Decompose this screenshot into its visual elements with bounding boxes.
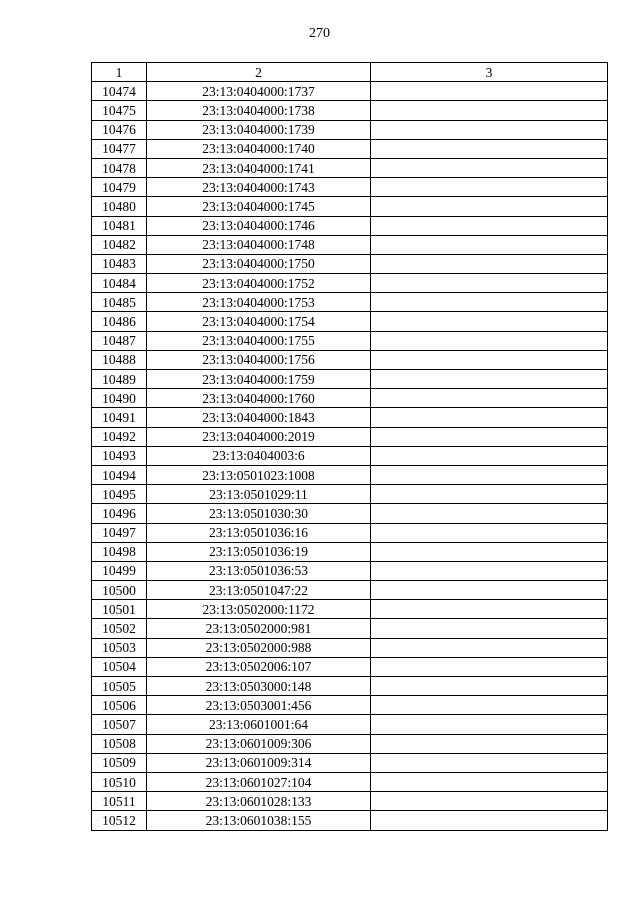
cadastral-number-cell: 23:13:0501023:1008	[147, 465, 371, 484]
row-number-cell: 10481	[92, 216, 147, 235]
row-number-cell: 10503	[92, 638, 147, 657]
note-cell	[371, 753, 608, 772]
header-cell-2: 2	[147, 63, 371, 82]
note-cell	[371, 600, 608, 619]
cadastral-number-cell: 23:13:0501036:19	[147, 542, 371, 561]
cadastral-number-cell: 23:13:0601001:64	[147, 715, 371, 734]
cadastral-number-cell: 23:13:0404000:1760	[147, 389, 371, 408]
cadastral-number-cell: 23:13:0404000:1740	[147, 139, 371, 158]
note-cell	[371, 446, 608, 465]
cadastral-number-cell: 23:13:0404000:1750	[147, 254, 371, 273]
cadastral-number-cell: 23:13:0502000:988	[147, 638, 371, 657]
table-row	[92, 696, 608, 715]
note-cell	[371, 101, 608, 120]
table-row	[92, 542, 608, 561]
row-number-cell: 10512	[92, 811, 147, 830]
note-cell	[371, 792, 608, 811]
table-row	[92, 158, 608, 177]
note-cell	[371, 772, 608, 791]
cadastral-number-cell: 23:13:0601038:155	[147, 811, 371, 830]
table-row	[92, 389, 608, 408]
row-number-cell: 10510	[92, 772, 147, 791]
note-cell	[371, 638, 608, 657]
row-number-cell: 10506	[92, 696, 147, 715]
cadastral-number-cell: 23:13:0601009:314	[147, 753, 371, 772]
cadastral-number-cell: 23:13:0404000:1748	[147, 235, 371, 254]
row-number-cell: 10500	[92, 581, 147, 600]
note-cell	[371, 120, 608, 139]
table-row	[92, 120, 608, 139]
cadastral-number-cell: 23:13:0501036:53	[147, 561, 371, 580]
note-cell	[371, 216, 608, 235]
note-cell	[371, 350, 608, 369]
table-row	[92, 504, 608, 523]
table-row	[92, 82, 608, 101]
table-row	[92, 331, 608, 350]
cadastral-number-cell: 23:13:0404000:1843	[147, 408, 371, 427]
row-number-cell: 10486	[92, 312, 147, 331]
header-row	[92, 63, 608, 82]
table-row	[92, 465, 608, 484]
table-row	[92, 408, 608, 427]
note-cell	[371, 331, 608, 350]
table-row	[92, 312, 608, 331]
note-cell	[371, 696, 608, 715]
row-number-cell: 10508	[92, 734, 147, 753]
row-number-cell: 10476	[92, 120, 147, 139]
table-row	[92, 772, 608, 791]
row-number-cell: 10511	[92, 792, 147, 811]
row-number-cell: 10507	[92, 715, 147, 734]
note-cell	[371, 139, 608, 158]
row-number-cell: 10479	[92, 178, 147, 197]
cadastral-number-cell: 23:13:0404000:2019	[147, 427, 371, 446]
note-cell	[371, 197, 608, 216]
cadastral-table	[91, 62, 608, 831]
cadastral-number-cell: 23:13:0404000:1756	[147, 350, 371, 369]
table-row	[92, 446, 608, 465]
table-row	[92, 734, 608, 753]
table-row	[92, 600, 608, 619]
row-number-cell: 10499	[92, 561, 147, 580]
cadastral-number-cell: 23:13:0404000:1743	[147, 178, 371, 197]
page-number: 270	[309, 26, 330, 41]
note-cell	[371, 312, 608, 331]
cadastral-number-cell: 23:13:0501047:22	[147, 581, 371, 600]
row-number-cell: 10494	[92, 465, 147, 484]
row-number-cell: 10495	[92, 485, 147, 504]
note-cell	[371, 677, 608, 696]
cadastral-number-cell: 23:13:0404000:1746	[147, 216, 371, 235]
note-cell	[371, 370, 608, 389]
note-cell	[371, 504, 608, 523]
cadastral-number-cell: 23:13:0501029:11	[147, 485, 371, 504]
cadastral-number-cell: 23:13:0502000:1172	[147, 600, 371, 619]
row-number-cell: 10492	[92, 427, 147, 446]
table-row	[92, 197, 608, 216]
row-number-cell: 10483	[92, 254, 147, 273]
table-row	[92, 638, 608, 657]
note-cell	[371, 82, 608, 101]
table-row	[92, 235, 608, 254]
note-cell	[371, 657, 608, 676]
cadastral-number-cell: 23:13:0501036:16	[147, 523, 371, 542]
table-row	[92, 293, 608, 312]
note-cell	[371, 542, 608, 561]
cadastral-number-cell: 23:13:0601009:306	[147, 734, 371, 753]
table-row	[92, 101, 608, 120]
cadastral-number-cell: 23:13:0404000:1752	[147, 274, 371, 293]
cadastral-number-cell: 23:13:0404000:1738	[147, 101, 371, 120]
cadastral-number-cell: 23:13:0501030:30	[147, 504, 371, 523]
cadastral-number-cell: 23:13:0503000:148	[147, 677, 371, 696]
cadastral-number-cell: 23:13:0404000:1755	[147, 331, 371, 350]
row-number-cell: 10480	[92, 197, 147, 216]
row-number-cell: 10502	[92, 619, 147, 638]
row-number-cell: 10493	[92, 446, 147, 465]
cadastral-number-cell: 23:13:0404003:6	[147, 446, 371, 465]
row-number-cell: 10488	[92, 350, 147, 369]
row-number-cell: 10474	[92, 82, 147, 101]
row-number-cell: 10489	[92, 370, 147, 389]
cadastral-number-cell: 23:13:0601028:133	[147, 792, 371, 811]
cadastral-number-cell: 23:13:0502006:107	[147, 657, 371, 676]
cadastral-number-cell: 23:13:0404000:1739	[147, 120, 371, 139]
note-cell	[371, 254, 608, 273]
table-row	[92, 715, 608, 734]
note-cell	[371, 619, 608, 638]
row-number-cell: 10496	[92, 504, 147, 523]
note-cell	[371, 274, 608, 293]
table-row	[92, 350, 608, 369]
table-row	[92, 619, 608, 638]
cadastral-number-cell: 23:13:0404000:1741	[147, 158, 371, 177]
row-number-cell: 10498	[92, 542, 147, 561]
header-cell-3: 3	[371, 63, 608, 82]
table-row	[92, 561, 608, 580]
note-cell	[371, 561, 608, 580]
table-row	[92, 792, 608, 811]
row-number-cell: 10484	[92, 274, 147, 293]
row-number-cell: 10487	[92, 331, 147, 350]
table-row	[92, 427, 608, 446]
cadastral-number-cell: 23:13:0601027:104	[147, 772, 371, 791]
note-cell	[371, 427, 608, 446]
table-row	[92, 274, 608, 293]
row-number-cell: 10485	[92, 293, 147, 312]
note-cell	[371, 734, 608, 753]
cadastral-number-cell: 23:13:0404000:1753	[147, 293, 371, 312]
note-cell	[371, 158, 608, 177]
table-row	[92, 178, 608, 197]
table-row	[92, 485, 608, 504]
table-row	[92, 811, 608, 830]
cadastral-number-cell: 23:13:0404000:1737	[147, 82, 371, 101]
note-cell	[371, 715, 608, 734]
row-number-cell: 10505	[92, 677, 147, 696]
note-cell	[371, 235, 608, 254]
cadastral-number-cell: 23:13:0404000:1745	[147, 197, 371, 216]
note-cell	[371, 523, 608, 542]
note-cell	[371, 408, 608, 427]
note-cell	[371, 178, 608, 197]
row-number-cell: 10482	[92, 235, 147, 254]
table-row	[92, 216, 608, 235]
table-row	[92, 581, 608, 600]
row-number-cell: 10497	[92, 523, 147, 542]
row-number-cell: 10501	[92, 600, 147, 619]
table-row	[92, 753, 608, 772]
note-cell	[371, 465, 608, 484]
cadastral-number-cell: 23:13:0502000:981	[147, 619, 371, 638]
note-cell	[371, 389, 608, 408]
table-row	[92, 657, 608, 676]
note-cell	[371, 293, 608, 312]
row-number-cell: 10490	[92, 389, 147, 408]
table-row	[92, 370, 608, 389]
table-row	[92, 523, 608, 542]
row-number-cell: 10475	[92, 101, 147, 120]
row-number-cell: 10491	[92, 408, 147, 427]
note-cell	[371, 581, 608, 600]
row-number-cell: 10509	[92, 753, 147, 772]
table-row	[92, 677, 608, 696]
cadastral-number-cell: 23:13:0404000:1754	[147, 312, 371, 331]
note-cell	[371, 485, 608, 504]
cadastral-number-cell: 23:13:0404000:1759	[147, 370, 371, 389]
table-row	[92, 254, 608, 273]
table-row	[92, 139, 608, 158]
cadastral-number-cell: 23:13:0503001:456	[147, 696, 371, 715]
row-number-cell: 10477	[92, 139, 147, 158]
header-cell-1: 1	[92, 63, 147, 82]
note-cell	[371, 811, 608, 830]
row-number-cell: 10478	[92, 158, 147, 177]
row-number-cell: 10504	[92, 657, 147, 676]
